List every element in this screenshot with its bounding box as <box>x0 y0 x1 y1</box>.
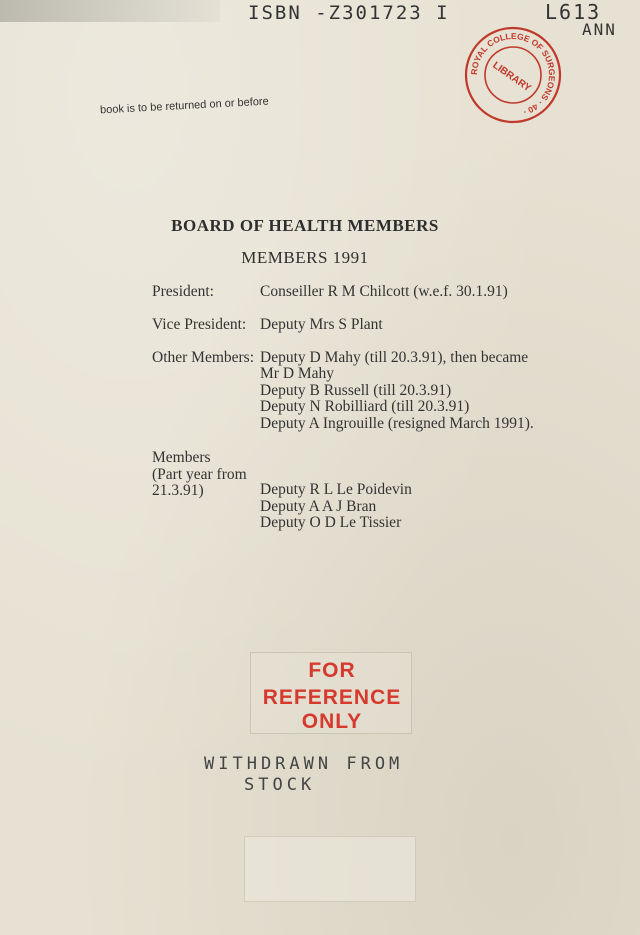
withdrawn-stamp-line: STOCK <box>244 775 316 795</box>
page-title: BOARD OF HEALTH MEMBERS <box>171 216 439 235</box>
stamp-ring-text: ROYAL COLLEGE OF SURGEONS · 40 · <box>468 30 558 118</box>
library-stamp-icon <box>462 24 564 126</box>
stamp-center-text: LIBRARY <box>490 59 533 95</box>
other-member-line: Mr D Mahy <box>260 365 335 382</box>
top-stain <box>0 0 220 22</box>
handwritten-isbn: ISBN -Z301723 I <box>248 2 450 24</box>
part-year-member-line: Deputy O D Le Tissier <box>260 514 402 531</box>
vice-president-label: Vice President: <box>152 316 247 333</box>
other-member-line: Deputy D Mahy (till 20.3.91), then became <box>260 349 529 366</box>
handwritten-shelf-code: L613 <box>545 0 602 24</box>
handwritten-suffix: ANN <box>582 20 617 39</box>
part-year-label-line: (Part year from <box>152 466 247 483</box>
part-year-label-line: 21.3.91) <box>152 482 204 499</box>
reference-stamp-line: FOR <box>308 659 356 682</box>
page-subtitle: MEMBERS 1991 <box>241 248 369 267</box>
other-members-label: Other Members: <box>152 349 255 366</box>
president-value: Conseiller R M Chilcott (w.e.f. 30.1.91) <box>260 283 508 300</box>
vice-president-value: Deputy Mrs S Plant <box>260 316 383 333</box>
return-note: book is to be returned on or before <box>99 95 269 117</box>
part-year-member-line: Deputy R L Le Poidevin <box>260 481 412 498</box>
blank-label-patch <box>244 836 416 902</box>
other-member-line: Deputy A Ingrouille (resigned March 1991). <box>260 415 534 432</box>
president-label: President: <box>152 283 214 300</box>
other-member-line: Deputy N Robilliard (till 20.3.91) <box>260 398 470 415</box>
reference-stamp-line: REFERENCE ONLY <box>262 686 402 733</box>
withdrawn-stamp-line: WITHDRAWN FROM <box>204 754 404 774</box>
part-year-label-line: Members <box>152 449 211 466</box>
part-year-member-line: Deputy A A J Bran <box>260 498 377 515</box>
other-member-line: Deputy B Russell (till 20.3.91) <box>260 382 452 399</box>
